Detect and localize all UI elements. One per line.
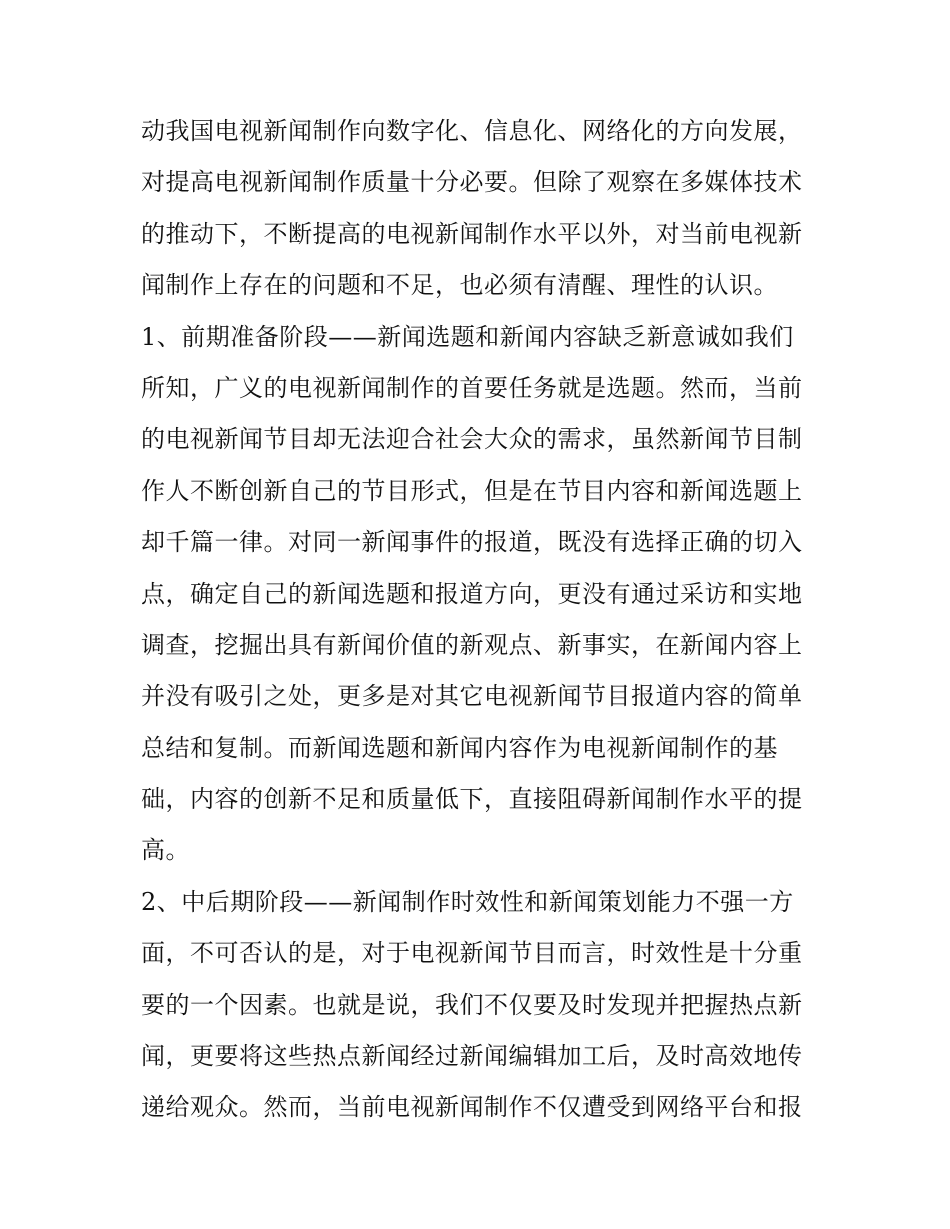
text-line: 调查，挖掘出具有新闻价值的新观点、新事实，在新闻内容上	[141, 630, 803, 659]
body-text	[141, 106, 821, 1134]
section-heading-1: 1、前期准备阶段——新闻选题和新闻内容缺乏新意诚如我们	[141, 322, 794, 351]
text-line: 的电视新闻节目却无法迎合社会大众的需求，虽然新闻节目制	[141, 425, 803, 454]
text-line: 点，确定自己的新闻选题和报道方向，更没有通过采访和实地	[141, 579, 803, 608]
text-line: 作人不断创新自己的节目形式，但是在节目内容和新闻选题上	[141, 476, 803, 505]
text-line: 所知，广义的电视新闻制作的首要任务就是选题。然而，当前	[141, 373, 803, 402]
text-line: 并没有吸引之处，更多是对其它电视新闻节目报道内容的简单	[141, 682, 803, 711]
text-line: 动我国电视新闻制作向数字化、信息化、网络化的方向发展，	[141, 117, 803, 145]
text-line: 高。	[141, 836, 190, 865]
text-line: 总结和复制。而新闻选题和新闻内容作为电视新闻制作的基	[141, 733, 778, 762]
text-line: 闻制作上存在的问题和不足，也必须有清醒、理性的认识。	[141, 271, 778, 300]
text-line: 闻，更要将这些热点新闻经过新闻编辑加工后，及时高效地传	[141, 1042, 803, 1071]
text-line: 础，内容的创新不足和质量低下，直接阻碍新闻制作水平的提	[141, 785, 803, 814]
text-line: 要的一个因素。也就是说，我们不仅要及时发现并把握热点新	[141, 990, 803, 1019]
section-heading-2: 2、中后期阶段——新闻制作时效性和新闻策划能力不强一方	[141, 887, 794, 916]
text-line: 却千篇一律。对同一新闻事件的报道，既没有选择正确的切入	[141, 528, 803, 557]
text-line: 对提高电视新闻制作质量十分必要。但除了观察在多媒体技术	[141, 168, 803, 197]
text-line: 的推动下，不断提高的电视新闻制作水平以外，对当前电视新	[141, 219, 803, 248]
text-line: 面，不可否认的是，对于电视新闻节目而言，时效性是十分重	[141, 939, 803, 968]
text-line: 递给观众。然而，当前电视新闻制作不仅遭受到网络平台和报	[141, 1093, 803, 1122]
